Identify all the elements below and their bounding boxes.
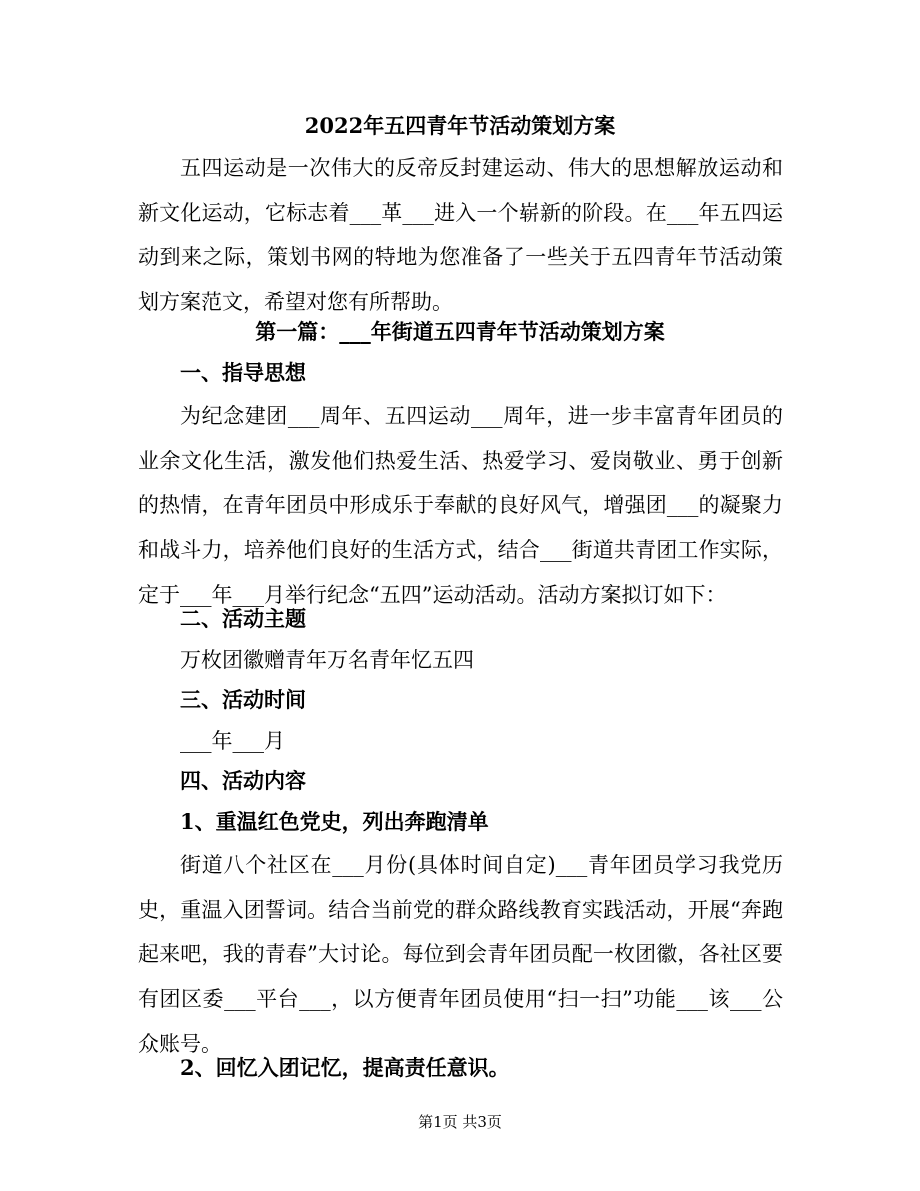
guiding-ideology-paragraph: 为纪念建团___周年、五四运动___周年，进一步丰富青年团员的业余文化生活，激发他们热爱生活、热爱学习、爱岗敬业、勇于创新的热情，在青年团员中形成乐于奉献的良好风气，增强团___的凝聚力和战斗力，培养他们良好的生活方式，结合___街道共青团工作实际，定于___年___月举行纪念“五四”运动活动。活动方案拟订如下： <box>138 404 783 607</box>
time-text: ___年___月 <box>180 729 285 753</box>
item-2-heading: 2、回忆入团记忆，提高责任意识。 <box>180 1055 510 1080</box>
intro-paragraph: 五四运动是一次伟大的反帝反封建运动、伟大的思想解放运动和新文化运动，它标志着___革___进入一个崭新的阶段。在___年五四运动到来之际，策划书网的特地为您准备了一些关于五四青年节活动策划方案范文，希望对您有所帮助。 <box>138 156 783 315</box>
section-heading-guiding-ideology: 一、指导思想 <box>180 360 306 385</box>
document-title: 2022年五四青年节活动策划方案 <box>304 113 616 138</box>
theme-text: 万枚团徽赠青年万名青年忆五四 <box>180 648 474 672</box>
item-1-paragraph: 街道八个社区在___月份(具体时间自定)___青年团员学习我党历史，重温入团誓词。结合当前党的群众路线教育实践活动，开展“奔跑起来吧，我的青春”大讨论。每位到会青年团员配一枚团徽，各社区要有团区委___平台___，以方便青年团员使用“扫一扫”功能___该___公众账号。 <box>138 853 783 1056</box>
item-1-heading: 1、重温红色党史，列出奔跑清单 <box>180 809 489 834</box>
section-heading-content: 四、活动内容 <box>180 768 306 793</box>
section-heading-theme: 二、活动主题 <box>180 606 306 631</box>
section-heading-time: 三、活动时间 <box>180 687 306 712</box>
part-title: 第一篇：___年街道五四青年节活动策划方案 <box>255 319 665 344</box>
page-footer: 第1页 共3页 <box>418 1113 502 1131</box>
